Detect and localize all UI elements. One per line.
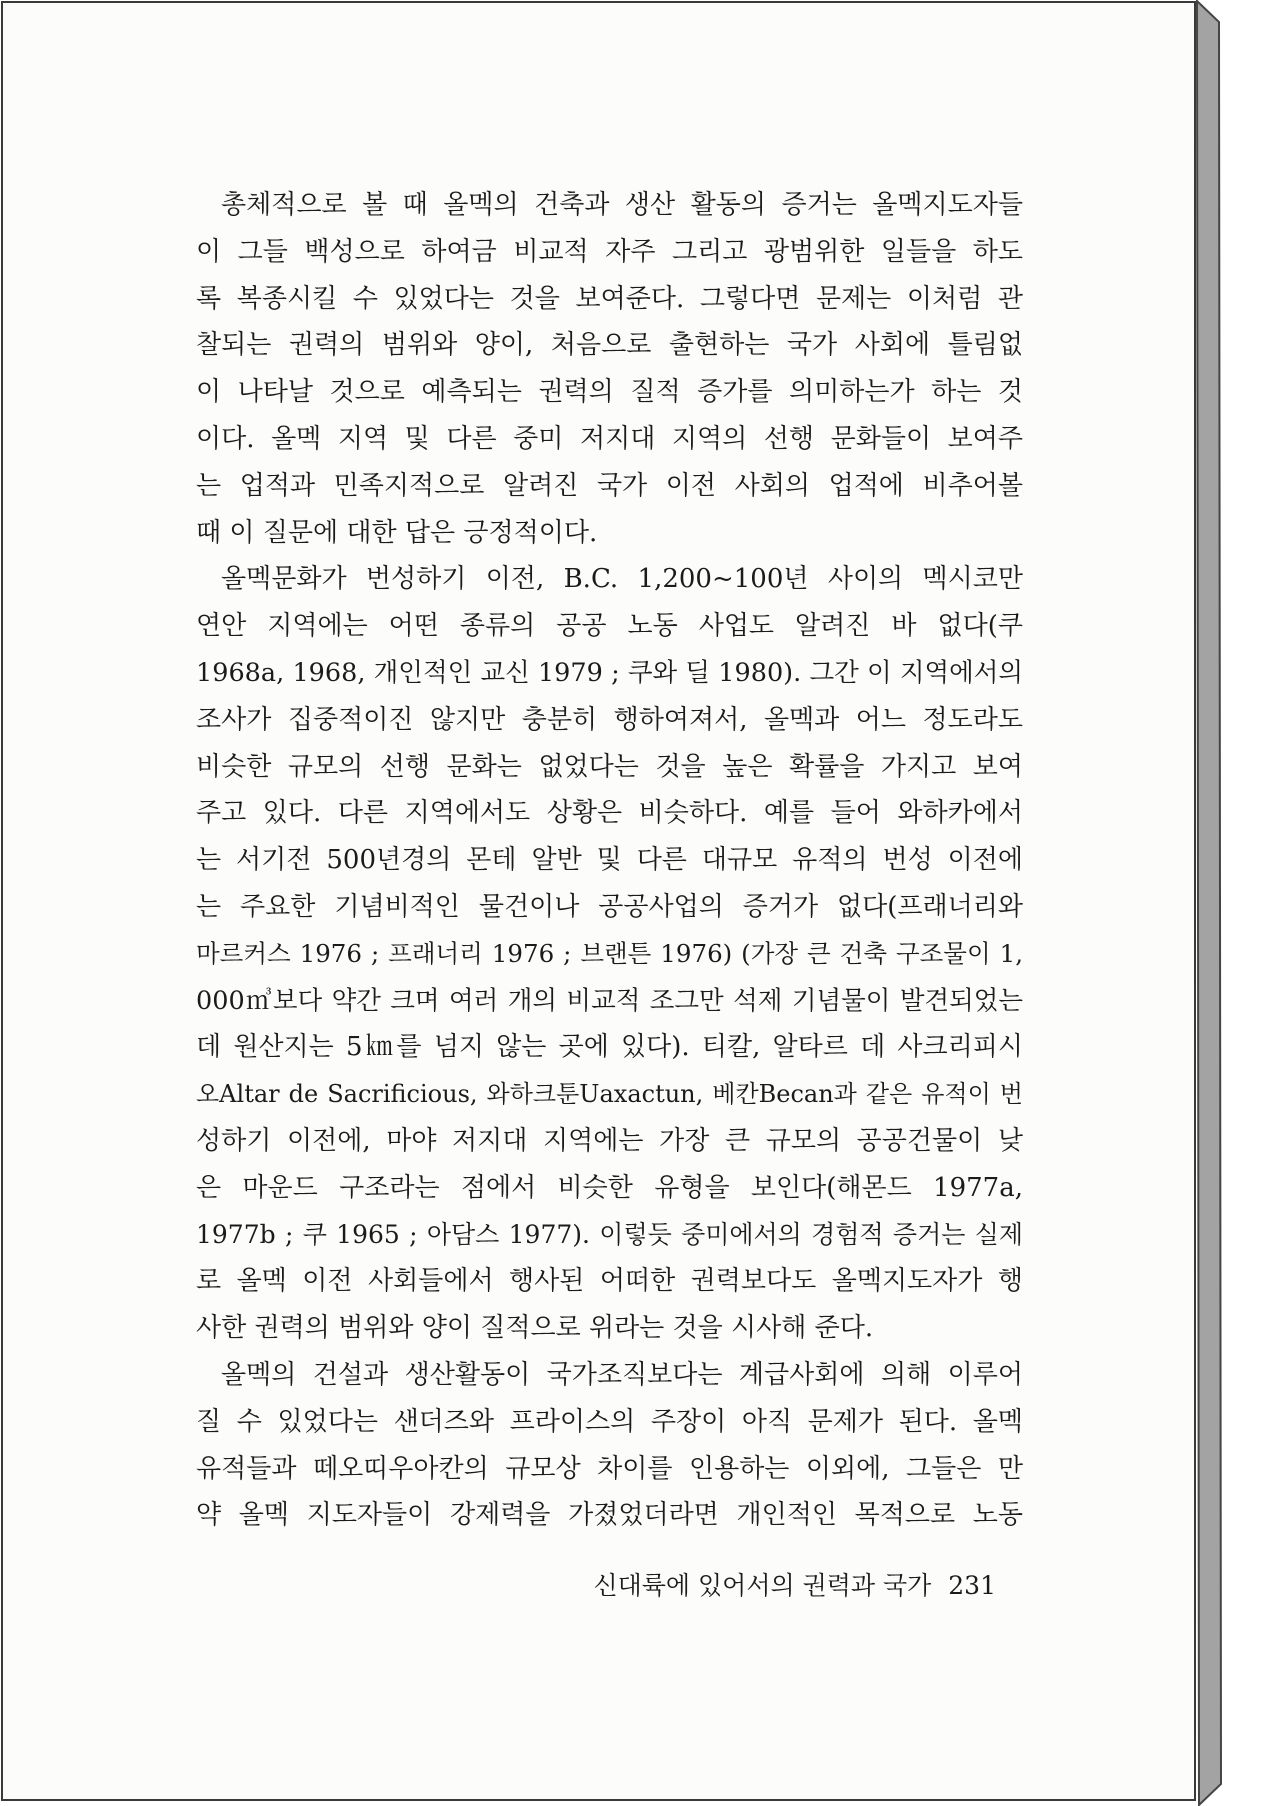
body-paragraph [196,182,1023,556]
text-line: 연안 지역에는 어떤 종류의 공공 노동 사업도 알려진 바 없다(쿠 [196,611,1023,642]
text-line: 이 그들 백성으로 하여금 비교적 자주 그리고 광범위한 일들을 하도 [196,236,1023,267]
text-line: 약 올멕 지도자들이 강제력을 가졌었더라면 개인적인 목적으로 노동 [196,1500,1023,1531]
text-line: 는 서기전 500년경의 몬테 알반 및 다른 대규모 유적의 번성 이전에 [196,845,1023,876]
text-line: 는 주요한 기념비적인 물건이나 공공사업의 증거가 없다(프래너리와 [196,891,1023,922]
text-line: 성하기 이전에, 마야 저지대 지역에는 가장 큰 규모의 공공건물이 낮 [196,1125,1023,1156]
text-line: 올멕의 건설과 생산활동이 국가조직보다는 계급사회에 의해 이루어 [221,1359,1023,1390]
text-line: 때 이 질문에 대한 답은 긍정적이다. [196,517,598,548]
text-line: 올멕문화가 번성하기 이전, B.C. 1,200~100년 사이의 멕시코만 [221,564,1023,595]
text-line: 오Altar de Sacrificious, 와하크툰Uaxactun, 베칸Becan과 같은 유적이 번 [196,1080,1023,1109]
text-line: 찰되는 권력의 범위와 양이, 처음으로 출현하는 국가 사회에 틀림없 [196,330,1023,361]
text-line: 이 나타날 것으로 예측되는 권력의 질적 증가를 의미하는가 하는 것 [196,377,1023,408]
text-line: 주고 있다. 다른 지역에서도 상황은 비슷하다. 예를 들어 와하카에서 [196,798,1023,829]
text-line: 비슷한 규모의 선행 문화는 없었다는 것을 높은 확률을 가지고 보여 [196,751,1023,782]
text-line: 로 올멕 이전 사회들에서 행사된 어떠한 권력보다도 올멕지도자가 행 [196,1266,1023,1297]
text-line: 사한 권력의 범위와 양이 질적으로 위라는 것을 시사해 준다. [196,1313,874,1344]
text-line: 1968a, 1968, 개인적인 교신 1979 ; 쿠와 딜 1980). 그간 이 지역에서의 [196,657,1023,688]
text-line: 마르커스 1976 ; 프래너리 1976 ; 브랜튼 1976) (가장 큰 건축 구조물이 1, [196,938,1023,968]
text-line: 총체적으로 볼 때 올멕의 건축과 생산 활동의 증거는 올멕지도자들 [221,190,1023,220]
text-line: 이다. 올멕 지역 및 다른 중미 저지대 지역의 선행 문화들이 보여주 [196,423,1023,454]
page-number: 231 [948,1571,996,1600]
body-paragraph [196,1352,1023,1539]
text-line: 록 복종시킬 수 있었다는 것을 보여준다. 그렇다면 문제는 이처럼 관 [196,283,1023,314]
body-paragraph [196,556,1023,1352]
text-line: 는 업적과 민족지적으로 알려진 국가 이전 사회의 업적에 비추어볼 [196,470,1023,501]
text-line: 질 수 있었다는 샌더즈와 프라이스의 주장이 아직 문제가 된다. 올멕 [196,1406,1023,1437]
text-line: 000㎥보다 약간 크며 여러 개의 비교적 조그만 석제 기념물이 발견되었는 [196,985,1023,1016]
text-line: 1977b ; 쿠 1965 ; 아담스 1977). 이렇듯 중미에서의 경험적 증거는 실제 [196,1219,1023,1249]
text-line: 은 마운드 구조라는 점에서 비슷한 유형을 보인다(해몬드 1977a, [196,1172,1023,1203]
text-line: 조사가 집중적이진 않지만 충분히 행하여져서, 올멕과 어느 정도라도 [196,704,1023,735]
body-text [196,182,1023,1539]
running-footer [593,1570,996,1602]
text-line: 유적들과 떼오띠우아칸의 규모상 차이를 인용하는 이외에, 그들은 만 [196,1453,1023,1484]
text-line: 데 원산지는 5㎞를 넘지 않는 곳에 있다). 티칼, 알타르 데 사크리피시 [196,1032,1023,1063]
running-title: 신대륙에 있어서의 권력과 국가 [593,1571,932,1600]
